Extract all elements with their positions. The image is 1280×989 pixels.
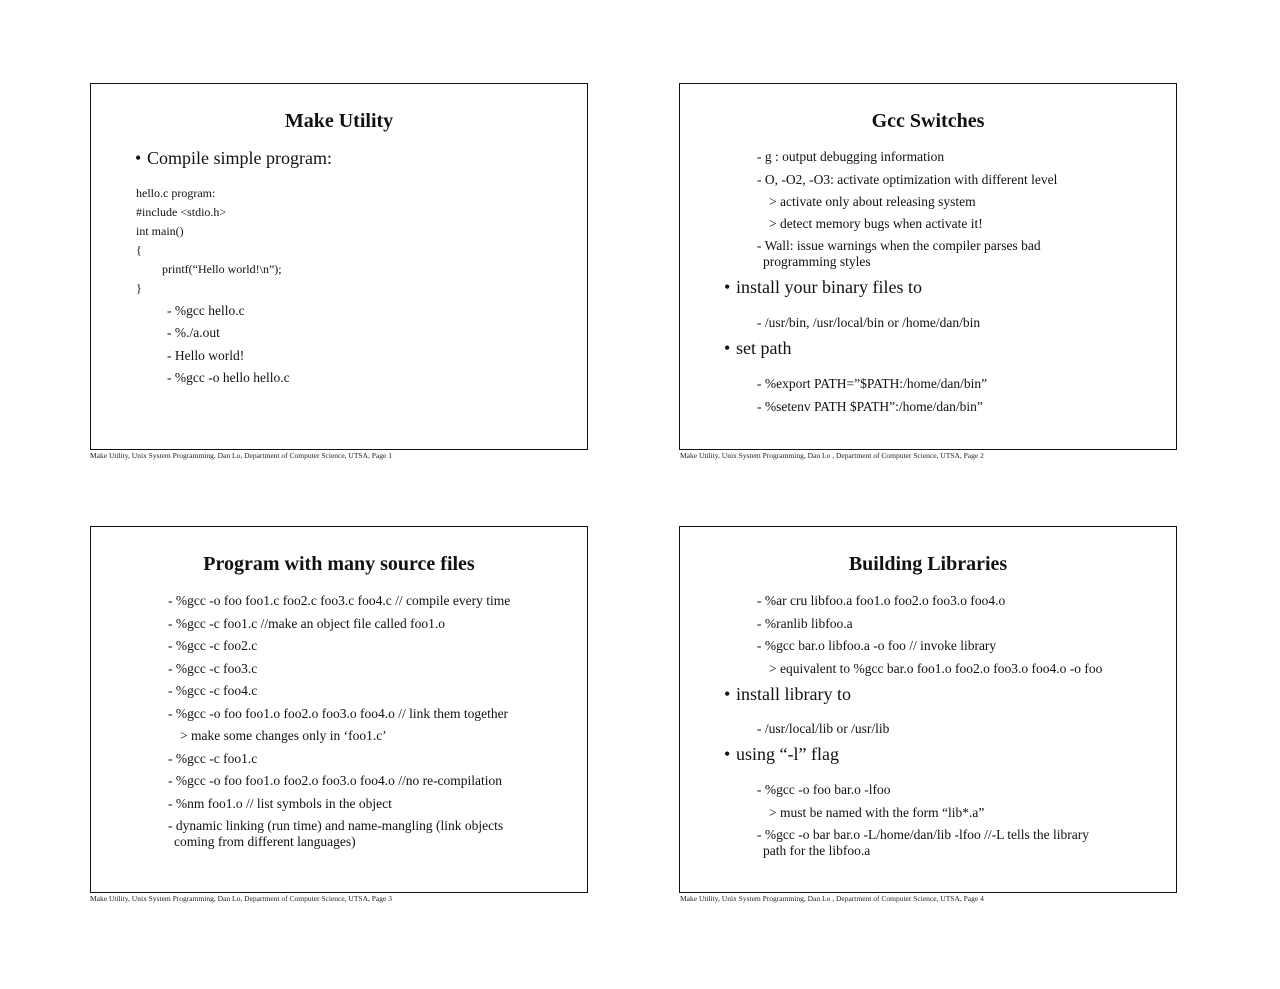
slide-building-libraries	[679, 526, 1177, 893]
sub-item: programming styles	[763, 254, 871, 269]
sub-item: - /usr/local/lib or /usr/lib	[757, 721, 890, 736]
sub-item: - Wall: issue warnings when the compiler parses bad	[757, 238, 1041, 253]
slide-make-utility	[90, 83, 588, 450]
sub-item: - %nm foo1.o // list symbols in the object	[168, 796, 392, 811]
bullet-icon: •	[724, 338, 731, 358]
slide-footer: Make Utility, Unix System Programming, Dan Lo, Department of Computer Science, UTSA, Page 3	[90, 894, 392, 903]
sub-item: path for the libfoo.a	[763, 843, 871, 858]
slide-footer: Make Utility, Unix System Programming, Dan Lo, Department of Computer Science, UTSA, Page 1	[90, 451, 392, 460]
sub-item: > equivalent to %gcc bar.o foo1.o foo2.o foo3.o foo4.o -o foo	[769, 661, 1103, 676]
sub-item: > must be named with the form “lib*.a”	[769, 805, 985, 820]
bullet-icon: •	[135, 148, 142, 168]
code-line: printf(“Hello world!\n”);	[162, 262, 282, 276]
sub-item: - O, -O2, -O3: activate optimization with different level	[757, 172, 1058, 187]
slide-title: Program with many source files	[203, 553, 475, 575]
sub-item: - dynamic linking (run time) and name-mangling (link objects	[168, 818, 504, 833]
sub-item: - /usr/bin, /usr/local/bin or /home/dan/bin	[757, 315, 981, 330]
code-line: int main()	[136, 224, 184, 238]
sub-item: - g : output debugging information	[757, 149, 945, 164]
slide-footer: Make Utility, Unix System Programming, Dan Lo , Department of Computer Science, UTSA, Page 2	[680, 451, 984, 460]
bullet-item: • Compile simple program:	[135, 148, 332, 168]
sub-item: - %gcc -o foo bar.o -lfoo	[757, 782, 891, 797]
slide-gcc-switches	[679, 83, 1177, 450]
slide-title: Make Utility	[284, 110, 394, 132]
sub-item: - %gcc -o hello hello.c	[167, 370, 290, 385]
sub-item: - %./a.out	[167, 325, 220, 340]
bullet-item: • set path	[724, 338, 792, 358]
slide-footer: Make Utility, Unix System Programming, Dan Lo , Department of Computer Science, UTSA, Page 4	[680, 894, 984, 903]
sub-item: - %gcc -o bar bar.o -L/home/dan/lib -lfoo //-L tells the library	[757, 827, 1090, 842]
sub-item: - %gcc -c foo1.c	[168, 751, 258, 766]
bullet-item: • using “-l” flag	[724, 744, 839, 764]
sub-item: - %gcc -c foo2.c	[168, 638, 258, 653]
bullet-item: • install your binary files to	[724, 277, 922, 297]
sub-item: > activate only about releasing system	[769, 194, 976, 209]
bullet-item: • install library to	[724, 684, 851, 704]
sub-item: - %gcc -c foo1.c //make an object file called foo1.o	[168, 616, 446, 631]
sub-item: coming from different languages)	[174, 834, 356, 849]
sub-item: - %gcc -o foo foo1.o foo2.o foo3.o foo4.o //no re-compilation	[168, 773, 503, 788]
bullet-icon: •	[724, 744, 731, 764]
sub-item: > make some changes only in ‘foo1.c’	[180, 728, 387, 743]
sub-item: - %ranlib libfoo.a	[757, 616, 853, 631]
slide-title: Gcc Switches	[871, 110, 985, 132]
slide-title: Building Libraries	[848, 553, 1008, 575]
bullet-icon: •	[724, 277, 731, 297]
code-line: #include <stdio.h>	[136, 205, 227, 219]
sub-item: - %gcc -o foo foo1.c foo2.c foo3.c foo4.c // compile every time	[168, 593, 511, 608]
code-line: {	[136, 243, 142, 257]
slide-many-source-files	[90, 526, 588, 893]
code-line: hello.c program:	[136, 186, 216, 200]
sub-item: - %gcc -o foo foo1.o foo2.o foo3.o foo4.o // link them together	[168, 706, 509, 721]
sub-item: - %gcc hello.c	[167, 303, 245, 318]
sub-item: - %setenv PATH $PATH”:/home/dan/bin”	[757, 399, 983, 414]
code-line: }	[136, 281, 142, 295]
bullet-icon: •	[724, 684, 731, 704]
sub-item: - %gcc -c foo3.c	[168, 661, 258, 676]
sub-item: - %ar cru libfoo.a foo1.o foo2.o foo3.o foo4.o	[757, 593, 1006, 608]
sub-item: - Hello world!	[167, 348, 245, 363]
sub-item: - %export PATH=”$PATH:/home/dan/bin”	[757, 376, 988, 391]
sub-item: > detect memory bugs when activate it!	[769, 216, 983, 231]
sub-item: - %gcc bar.o libfoo.a -o foo // invoke library	[757, 638, 997, 653]
sub-item: - %gcc -c foo4.c	[168, 683, 258, 698]
